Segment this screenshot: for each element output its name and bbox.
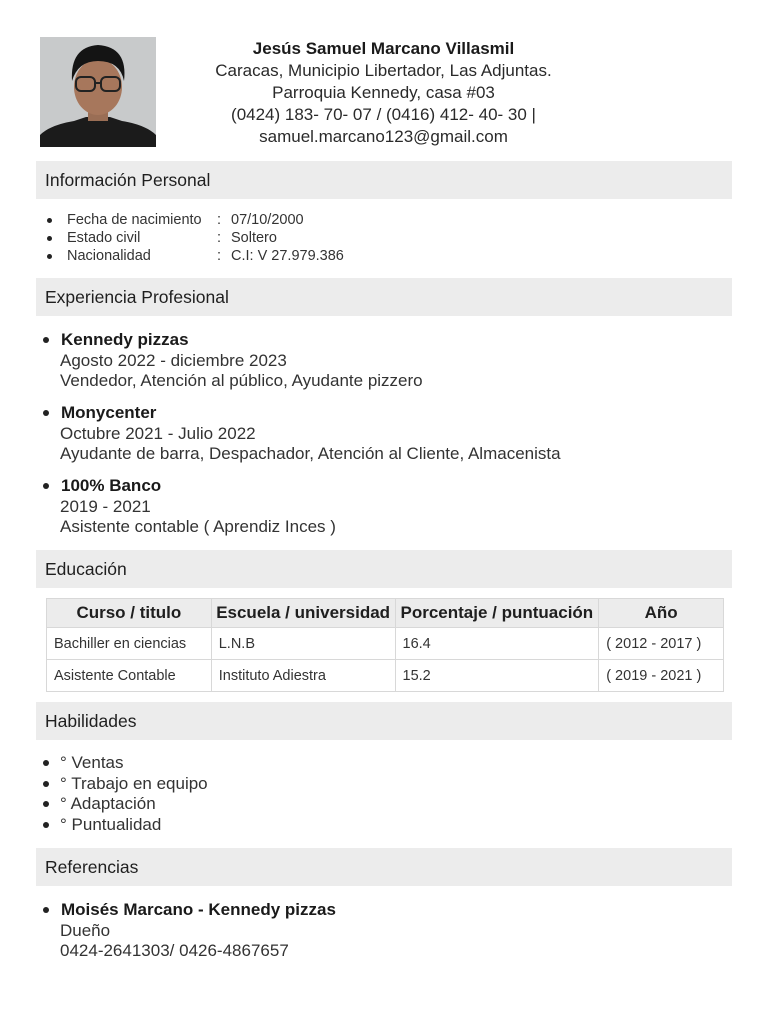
- section-personal-heading: Información Personal: [36, 161, 732, 199]
- table-cell: 16.4: [395, 628, 599, 660]
- bullet-icon: [43, 781, 49, 787]
- bullet-icon: [43, 410, 49, 416]
- bullet-icon: [47, 236, 52, 241]
- column-header: Escuela / universidad: [211, 599, 395, 628]
- separator: :: [217, 248, 222, 264]
- contact-header: [160, 38, 607, 148]
- list-item: [43, 774, 208, 795]
- company-name: 100% Banco: [61, 476, 162, 495]
- bullet-icon: [47, 254, 52, 259]
- table-header-row: [47, 599, 724, 628]
- bullet-icon: [43, 801, 49, 807]
- full-name: Jesús Samuel Marcano Villasmil: [252, 39, 515, 58]
- table-cell: ( 2012 - 2017 ): [599, 628, 724, 660]
- skill-label: ° Adaptación: [60, 794, 156, 813]
- list-item: [47, 229, 344, 247]
- section-skills-heading: Habilidades: [36, 702, 732, 740]
- separator: :: [217, 212, 222, 228]
- list-item: [43, 794, 208, 815]
- section-experience-heading: Experiencia Profesional: [36, 278, 732, 316]
- column-header: Año: [599, 599, 724, 628]
- section-education-heading: Educación: [36, 550, 732, 588]
- field-label: Nacionalidad: [67, 248, 151, 264]
- reference-item: [43, 900, 336, 962]
- address-line-2: Parroquia Kennedy, casa #03: [272, 83, 495, 102]
- reference-role: Dueño: [60, 920, 111, 940]
- field-value: 07/10/2000: [231, 212, 304, 228]
- field-label: Fecha de nacimiento: [67, 212, 202, 228]
- email: samuel.marcano123@gmail.com: [259, 127, 508, 146]
- table-cell: ( 2019 - 2021 ): [599, 660, 724, 692]
- section-references-heading: Referencias: [36, 848, 732, 886]
- address-line-1: Caracas, Municipio Libertador, Las Adjuntas.: [215, 61, 552, 80]
- list-item: [43, 753, 208, 774]
- reference-name: Moisés Marcano - Kennedy pizzas: [61, 900, 336, 919]
- table-row: [47, 628, 724, 660]
- skill-label: ° Ventas: [60, 753, 124, 772]
- field-value: Soltero: [231, 230, 277, 246]
- skill-label: ° Trabajo en equipo: [60, 773, 208, 793]
- experience-item: [43, 476, 336, 538]
- skill-label: ° Puntualidad: [60, 814, 162, 834]
- education-table: [46, 598, 724, 692]
- column-header: Porcentaje / puntuación: [395, 599, 599, 628]
- experience-item: [43, 403, 561, 465]
- bullet-icon: [43, 483, 49, 489]
- table-cell: Instituto Adiestra: [211, 660, 395, 692]
- bullet-icon: [43, 760, 49, 766]
- bullet-icon: [43, 337, 49, 343]
- skills-list: [43, 753, 208, 835]
- company-name: Monycenter: [61, 403, 157, 422]
- field-value: C.I: V 27.979.386: [231, 248, 344, 264]
- job-role: Vendedor, Atención al público, Ayudante pizzero: [60, 371, 423, 390]
- field-label: Estado civil: [67, 230, 141, 246]
- separator: :: [217, 230, 222, 246]
- list-item: [47, 211, 344, 229]
- job-period: Octubre 2021 - Julio 2022: [60, 423, 256, 443]
- bullet-icon: [47, 218, 52, 223]
- table-row: [47, 660, 724, 692]
- table-cell: Asistente Contable: [47, 660, 212, 692]
- table-cell: L.N.B: [211, 628, 395, 660]
- job-period: 2019 - 2021: [60, 496, 151, 516]
- bullet-icon: [43, 822, 49, 828]
- list-item: [43, 815, 208, 836]
- list-item: [47, 247, 344, 265]
- company-name: Kennedy pizzas: [61, 330, 189, 349]
- table-cell: Bachiller en ciencias: [47, 628, 212, 660]
- personal-info-list: [47, 211, 344, 265]
- bullet-icon: [43, 907, 49, 913]
- job-role: Ayudante de barra, Despachador, Atención al Cliente, Almacenista: [60, 444, 561, 463]
- phone-numbers: (0424) 183- 70- 07 / (0416) 412- 40- 30 |: [231, 105, 536, 124]
- reference-phone: 0424-2641303/ 0426-4867657: [60, 941, 289, 960]
- job-role: Asistente contable ( Aprendiz Inces ): [60, 517, 336, 536]
- job-period: Agosto 2022 - diciembre 2023: [60, 350, 287, 370]
- table-cell: 15.2: [395, 660, 599, 692]
- experience-item: [43, 330, 423, 392]
- column-header: Curso / titulo: [47, 599, 212, 628]
- profile-photo: [40, 37, 156, 147]
